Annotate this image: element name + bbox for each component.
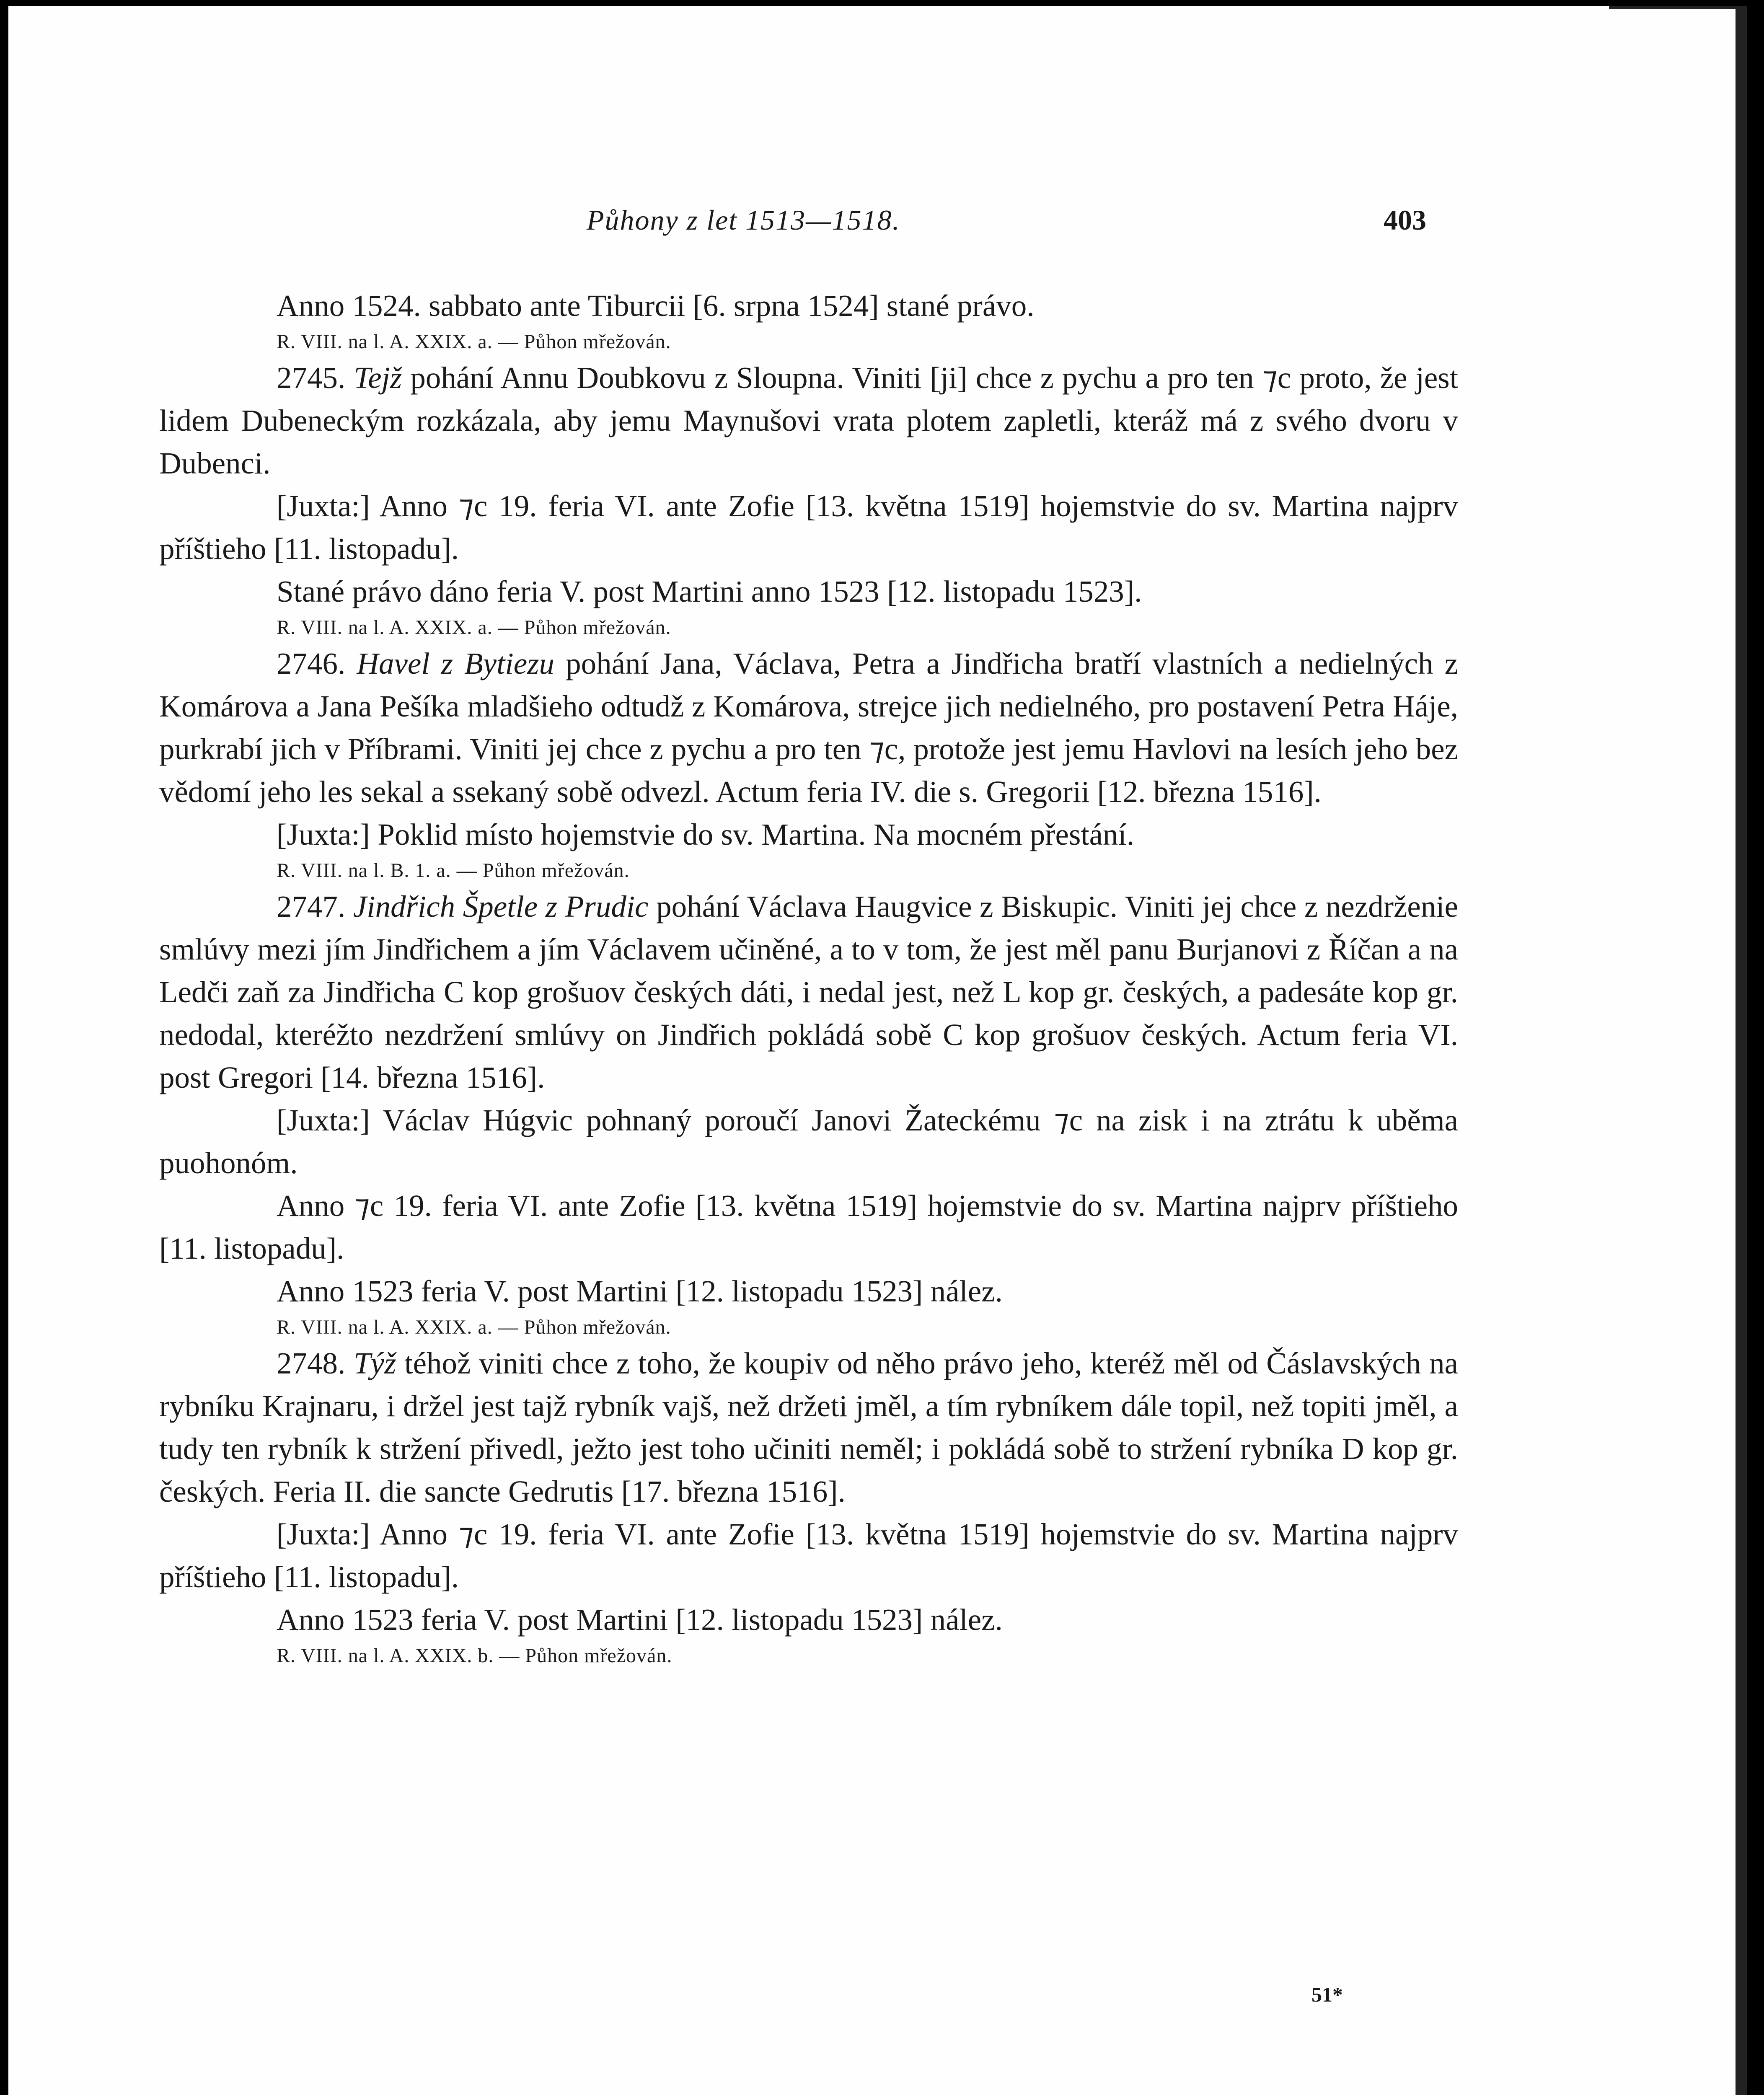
paragraph: [Juxta:] Václav Húgvic pohnaný poroučí Janovi Žateckému ⁊c na zisk i na ztrátu k uběma puohonóm. [159, 1103, 1458, 1180]
paragraph: Anno 1524. sabbato ante Tiburcii [6. srpna 1524] stané právo. [277, 289, 1035, 323]
entry-text: pohání Annu Doubkovu z Sloupna. Viniti [ji] chce z pychu a pro ten ⁊c proto, že jest lidem Dubeneckým rozkázala, aby jemu Maynušovi vrata plotem zapletli, kteráž má z svého dvoru v Dubenci. [159, 361, 1459, 480]
paragraph: [Juxta:] Anno ⁊c 19. feria VI. ante Zofie [13. května 1519] hojemstvie do sv. Martina najprv příštieho [11. listopadu]. [159, 1517, 1458, 1594]
entry-name: Havel z Bytiezu [357, 647, 555, 680]
signature-mark: 51* [1311, 1983, 1343, 2006]
source-citation: R. VIII. na l. B. 1. a. — Půhon mřežován. [277, 859, 630, 882]
page-title: Půhony z let 1513—1518. [587, 204, 900, 236]
source-citation: R. VIII. na l. A. XXIX. a. — Půhon mřežován. [277, 1316, 671, 1338]
paragraph: Anno 1523 feria V. post Martini [12. listopadu 1523] nález. [277, 1603, 1003, 1637]
entry-text: pohání Jana, Václava, Petra a Jindřicha bratří vlastních a nedielných z Komárova a Jana Pešíka mladšieho odtudž z Komárova, strejce jich nedielného, pro postavení Petra Háje, purkrabí jich v Příbrami. Viniti jej chce z pychu a pro ten ⁊c, protože jest jemu Havlovi na lesích jeho bez vědomí jeho les sekal a ssekaný sobě odvezl. Actum feria IV. die s. Gregorii [12. března 1516]. [159, 647, 1459, 809]
paragraph: [Juxta:] Poklid místo hojemstvie do sv. Martina. Na mocném přestání. [277, 817, 1135, 851]
entry-paragraph [159, 885, 1458, 1099]
running-header [8, 204, 1747, 250]
entry-number: 2747. [277, 890, 346, 923]
entry-name: Jindřich Špetle z Prudic [353, 890, 649, 923]
entry-paragraph [159, 1342, 1458, 1513]
paragraph: Anno ⁊c 19. feria VI. ante Zofie [13. května 1519] hojemstvie do sv. Martina najprv příštieho [11. listopadu]. [159, 1189, 1458, 1265]
entry-name: Týž [354, 1346, 396, 1380]
body-text [159, 285, 1458, 1671]
source-citation: R. VIII. na l. A. XXIX. b. — Půhon mřežován. [277, 1645, 672, 1667]
entry-number: 2746. [277, 647, 346, 680]
entry-text: pohání Václava Haugvice z Biskupic. Viniti jej chce z nezdrženie smlúvy mezi jím Jindřichem a jím Václavem učiněné, a to v tom, že jest měl panu Burjanovi z Říčan a na Ledči zaň za Jindřicha C kop grošuov českých dáti, i nedal jest, než L kop gr. českých, a padesáte kop gr. nedodal, kteréžto nezdržení smlúvy on Jindřich pokládá sobě C kop grošuov českých. Actum feria VI. post Gregori [14. března 1516]. [159, 890, 1459, 1094]
entry-name: Tejž [354, 361, 402, 395]
paragraph: Anno 1523 feria V. post Martini [12. listopadu 1523] nález. [277, 1274, 1003, 1308]
paragraph: Stané právo dáno feria V. post Martini anno 1523 [12. listopadu 1523]. [277, 574, 1142, 608]
entry-paragraph [159, 642, 1458, 813]
entry-paragraph [159, 357, 1458, 485]
entry-number: 2745. [277, 361, 346, 395]
page-number: 403 [1384, 204, 1426, 236]
source-citation: R. VIII. na l. A. XXIX. a. — Půhon mřežován. [277, 616, 671, 639]
paragraph: [Juxta:] Anno ⁊c 19. feria VI. ante Zofie [13. května 1519] hojemstvie do sv. Martina najprv příštieho [11. listopadu]. [159, 489, 1458, 566]
page [8, 6, 1747, 2095]
source-citation: R. VIII. na l. A. XXIX. a. — Půhon mřežován. [277, 331, 671, 353]
entry-number: 2748. [277, 1346, 346, 1380]
entry-text: téhož viniti chce z toho, že koupiv od něho právo jeho, kteréž měl od Čáslavských na rybníku Krajnaru, i držel jest tajž rybník vajš, než držeti jměl, a tím rybníkem dále topil, než topiti jměl, a tudy ten rybník k stržení přivedl, ježto jest toho učiniti neměl; i pokládá sobě to stržení rybníka D kop gr. českých. Feria II. die sancte Gedrutis [17. března 1516]. [159, 1346, 1459, 1508]
scan-stain [1736, 6, 1747, 2095]
scan-stain [1609, 6, 1747, 9]
